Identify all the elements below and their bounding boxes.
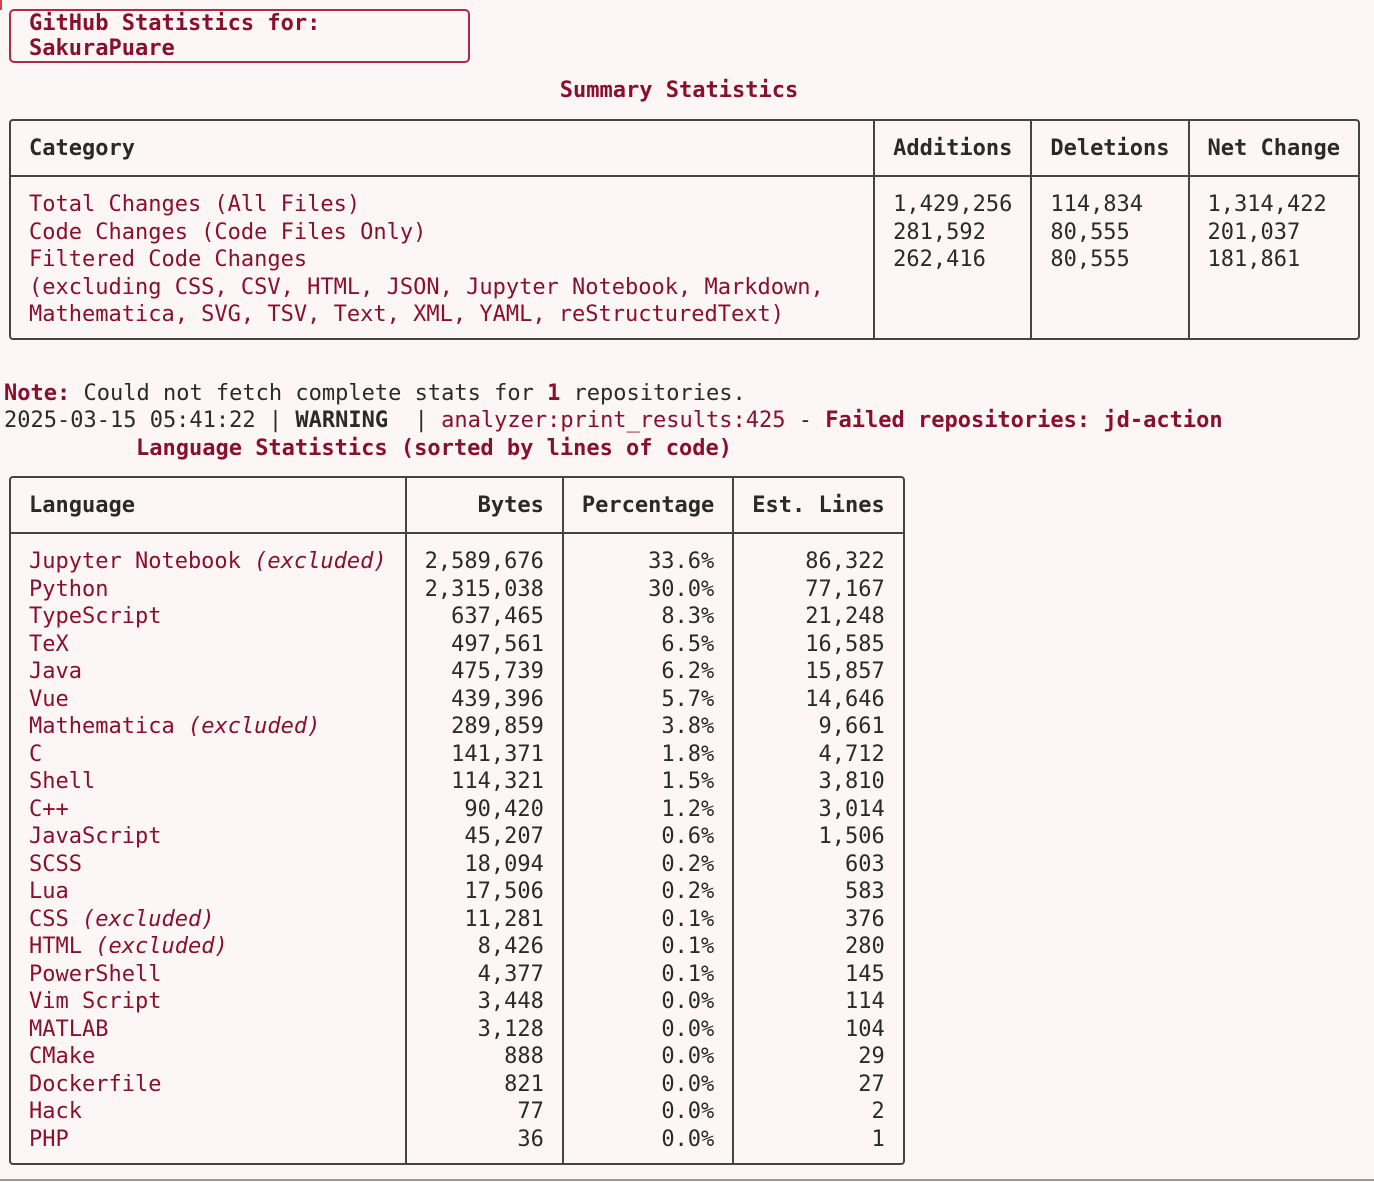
language-lines: 29 (732, 1043, 902, 1071)
summary-deletions-code: 80,555 (1050, 219, 1130, 245)
summary-category-filtered: Filtered Code Changes (29, 247, 308, 272)
log-separator: | (255, 408, 296, 433)
language-lines: 1 (732, 1126, 902, 1154)
language-table-body (11, 534, 903, 1163)
language-bytes: 821 (405, 1071, 562, 1099)
language-bytes: 114,321 (405, 768, 562, 796)
language-bytes: 4,377 (405, 961, 562, 989)
table-row (11, 741, 903, 769)
note-count: 1 (547, 381, 561, 406)
language-percentage: 1.5% (562, 768, 732, 796)
language-bytes: 45,207 (405, 823, 562, 851)
terminal-corner-mark (0, 0, 2, 10)
filler-cell (562, 1153, 732, 1163)
language-percentage: 8.3% (562, 603, 732, 631)
language-name-cell (11, 851, 405, 879)
language-bytes: 36 (405, 1126, 562, 1154)
language-bytes: 888 (405, 1043, 562, 1071)
language-name-cell (11, 576, 405, 604)
language-caption: Language Statistics (sorted by lines of code) (135, 436, 733, 461)
language-lines: 603 (732, 851, 902, 879)
table-row (11, 1016, 903, 1044)
table-row (11, 988, 903, 1016)
language-percentage: 0.0% (562, 1043, 732, 1071)
language-lines: 145 (732, 961, 902, 989)
language-name-cell (11, 603, 405, 631)
language-header-language: Language (11, 478, 405, 534)
excluded-tag: (excluded) (187, 714, 321, 739)
language-lines: 21,248 (732, 603, 902, 631)
summary-deletions-total: 114,834 (1050, 192, 1144, 217)
filler-cell (11, 1153, 405, 1163)
language-name: Dockerfile (29, 1071, 162, 1097)
table-row (11, 631, 903, 659)
language-bytes: 18,094 (405, 851, 562, 879)
language-bytes: 2,589,676 (405, 534, 562, 576)
summary-net-code: 201,037 (1207, 219, 1301, 245)
language-lines: 27 (732, 1071, 902, 1099)
language-name: Shell (29, 769, 96, 794)
log-source: analyzer:print_results:425 (441, 408, 786, 433)
language-name: CSS (29, 906, 69, 932)
language-name-cell (11, 988, 405, 1016)
note-label: Note: (4, 381, 71, 406)
language-lines: 2 (732, 1098, 902, 1126)
language-percentage: 6.2% (562, 658, 732, 686)
table-row (11, 1043, 903, 1071)
language-name-cell (11, 534, 405, 576)
table-row (11, 906, 903, 934)
table-row (11, 933, 903, 961)
summary-category-total: Total Changes (All Files) (29, 192, 361, 217)
language-lines: 77,167 (732, 576, 902, 604)
table-row (11, 1126, 903, 1154)
language-percentage: 5.7% (562, 686, 732, 714)
language-name-cell (11, 1016, 405, 1044)
language-name: Python (29, 576, 109, 602)
summary-caption: Summary Statistics (559, 78, 799, 103)
table-row (11, 768, 903, 796)
language-lines: 3,810 (732, 768, 902, 796)
excluded-tag: (excluded) (82, 906, 215, 932)
table-filler-row (11, 1153, 903, 1163)
language-name: Hack (29, 1099, 82, 1124)
language-percentage: 0.0% (562, 988, 732, 1016)
table-row (11, 576, 903, 604)
language-name-cell (11, 658, 405, 686)
language-header-bytes: Bytes (405, 478, 562, 534)
language-name-cell (11, 1071, 405, 1099)
summary-header-row (11, 121, 1358, 177)
language-bytes: 289,859 (405, 713, 562, 741)
language-percentage: 0.1% (562, 961, 732, 989)
language-percentage: 6.5% (562, 631, 732, 659)
summary-net-total: 1,314,422 (1207, 192, 1327, 217)
language-bytes: 11,281 (405, 906, 562, 934)
language-percentage: 3.8% (562, 713, 732, 741)
language-lines: 1,506 (732, 823, 902, 851)
language-percentage: 0.0% (562, 1126, 732, 1154)
log-dash: - (785, 408, 826, 433)
language-name: HTML (29, 934, 82, 959)
language-lines: 583 (732, 878, 902, 906)
language-header-percentage: Percentage (562, 478, 732, 534)
language-percentage: 30.0% (562, 576, 732, 604)
excluded-tag: (excluded) (95, 934, 228, 959)
language-name: JavaScript (29, 824, 162, 849)
language-name: Java (29, 659, 82, 684)
language-name: C (29, 741, 43, 767)
language-table (9, 476, 905, 1165)
summary-category-code: Code Changes (Code Files Only) (29, 219, 427, 245)
summary-header-net-change: Net Change (1188, 121, 1358, 177)
language-percentage: 0.6% (562, 823, 732, 851)
language-lines: 280 (732, 933, 902, 961)
language-name-cell (11, 1043, 405, 1071)
summary-excluded-note-line1: (excluding CSS, CSV, HTML, JSON, Jupyter Notebook, Markdown, (29, 274, 824, 300)
language-name: Jupyter Notebook (29, 549, 241, 574)
summary-deletions-filtered: 80,555 (1050, 247, 1130, 272)
summary-header-additions: Additions (873, 121, 1030, 177)
language-name: C++ (29, 796, 69, 822)
summary-category-cell (11, 177, 873, 338)
summary-body-row (11, 177, 1358, 338)
table-row (11, 796, 903, 824)
language-name-cell (11, 1098, 405, 1126)
language-name-cell (11, 796, 405, 824)
language-lines: 16,585 (732, 631, 902, 659)
bottom-divider (0, 1179, 1374, 1181)
language-name-cell (11, 631, 405, 659)
language-bytes: 3,128 (405, 1016, 562, 1044)
language-lines: 3,014 (732, 796, 902, 824)
language-name: Vue (29, 686, 69, 712)
log-message: Failed repositories: jd-action (825, 408, 1223, 433)
log-line (4, 408, 1223, 433)
language-lines: 104 (732, 1016, 902, 1044)
language-name: MATLAB (29, 1016, 109, 1042)
note-text-before: Could not fetch complete stats for (70, 381, 548, 406)
excluded-tag: (excluded) (254, 549, 387, 574)
table-row (11, 851, 903, 879)
language-bytes: 90,420 (405, 796, 562, 824)
language-name-cell (11, 768, 405, 796)
table-row (11, 1071, 903, 1099)
language-name-cell (11, 878, 405, 906)
language-lines: 114 (732, 988, 902, 1016)
language-percentage: 33.6% (562, 534, 732, 576)
language-name: SCSS (29, 851, 82, 877)
language-name-cell (11, 906, 405, 934)
summary-header-category: Category (11, 121, 873, 177)
language-bytes: 497,561 (405, 631, 562, 659)
page-title (9, 9, 470, 63)
table-row (11, 823, 903, 851)
summary-additions-code: 281,592 (893, 219, 986, 245)
language-lines: 376 (732, 906, 902, 934)
language-header-row (11, 478, 903, 534)
table-row (11, 686, 903, 714)
summary-header-deletions: Deletions (1030, 121, 1187, 177)
table-row (11, 961, 903, 989)
table-row (11, 1098, 903, 1126)
language-bytes: 77 (405, 1098, 562, 1126)
language-bytes: 2,315,038 (405, 576, 562, 604)
language-percentage: 0.1% (562, 906, 732, 934)
language-lines: 86,322 (732, 534, 902, 576)
language-bytes: 17,506 (405, 878, 562, 906)
language-lines: 9,661 (732, 713, 902, 741)
language-name: PHP (29, 1126, 69, 1152)
summary-net-cell (1188, 177, 1358, 338)
language-name-cell (11, 713, 405, 741)
language-percentage: 1.8% (562, 741, 732, 769)
summary-additions-cell (873, 177, 1030, 338)
table-row (11, 713, 903, 741)
language-name-cell (11, 823, 405, 851)
language-bytes: 439,396 (405, 686, 562, 714)
language-name: TypeScript (29, 604, 162, 629)
table-row (11, 603, 903, 631)
language-percentage: 0.0% (562, 1016, 732, 1044)
language-percentage: 0.0% (562, 1098, 732, 1126)
note-text-after: repositories. (560, 381, 746, 406)
filler-cell (405, 1153, 562, 1163)
language-name: Lua (29, 879, 69, 904)
log-separator-2: | (388, 408, 442, 433)
table-row (11, 658, 903, 686)
language-lines: 15,857 (732, 658, 902, 686)
note-line (4, 381, 746, 406)
language-name: Mathematica (29, 714, 175, 739)
language-header-lines: Est. Lines (732, 478, 902, 534)
language-bytes: 141,371 (405, 741, 562, 769)
language-percentage: 0.1% (562, 933, 732, 961)
table-row (11, 878, 903, 906)
language-name-cell (11, 961, 405, 989)
summary-net-filtered: 181,861 (1207, 247, 1301, 272)
language-bytes: 475,739 (405, 658, 562, 686)
summary-additions-filtered: 262,416 (893, 247, 986, 272)
language-name-cell (11, 933, 405, 961)
language-bytes: 3,448 (405, 988, 562, 1016)
language-name: Vim Script (29, 989, 162, 1014)
language-percentage: 1.2% (562, 796, 732, 824)
language-name-cell (11, 686, 405, 714)
table-row (11, 534, 903, 576)
language-percentage: 0.2% (562, 851, 732, 879)
language-name: CMake (29, 1044, 96, 1069)
log-level: WARNING (295, 408, 389, 433)
summary-deletions-cell (1030, 177, 1187, 338)
language-lines: 14,646 (732, 686, 902, 714)
language-lines: 4,712 (732, 741, 902, 769)
summary-table (9, 119, 1360, 340)
summary-excluded-note-line2: Mathematica, SVG, TSV, Text, XML, YAML, reStructuredText) (29, 302, 784, 327)
language-percentage: 0.0% (562, 1071, 732, 1099)
language-percentage: 0.2% (562, 878, 732, 906)
language-name-cell (11, 741, 405, 769)
language-name-cell (11, 1126, 405, 1154)
log-timestamp: 2025-03-15 05:41:22 (4, 408, 256, 433)
language-name: TeX (29, 631, 69, 657)
language-bytes: 637,465 (405, 603, 562, 631)
language-name: PowerShell (29, 961, 162, 987)
summary-additions-total: 1,429,256 (893, 192, 1013, 217)
page-title-text: GitHub Statistics for: SakuraPuare (29, 11, 321, 61)
filler-cell (732, 1153, 902, 1163)
language-bytes: 8,426 (405, 933, 562, 961)
